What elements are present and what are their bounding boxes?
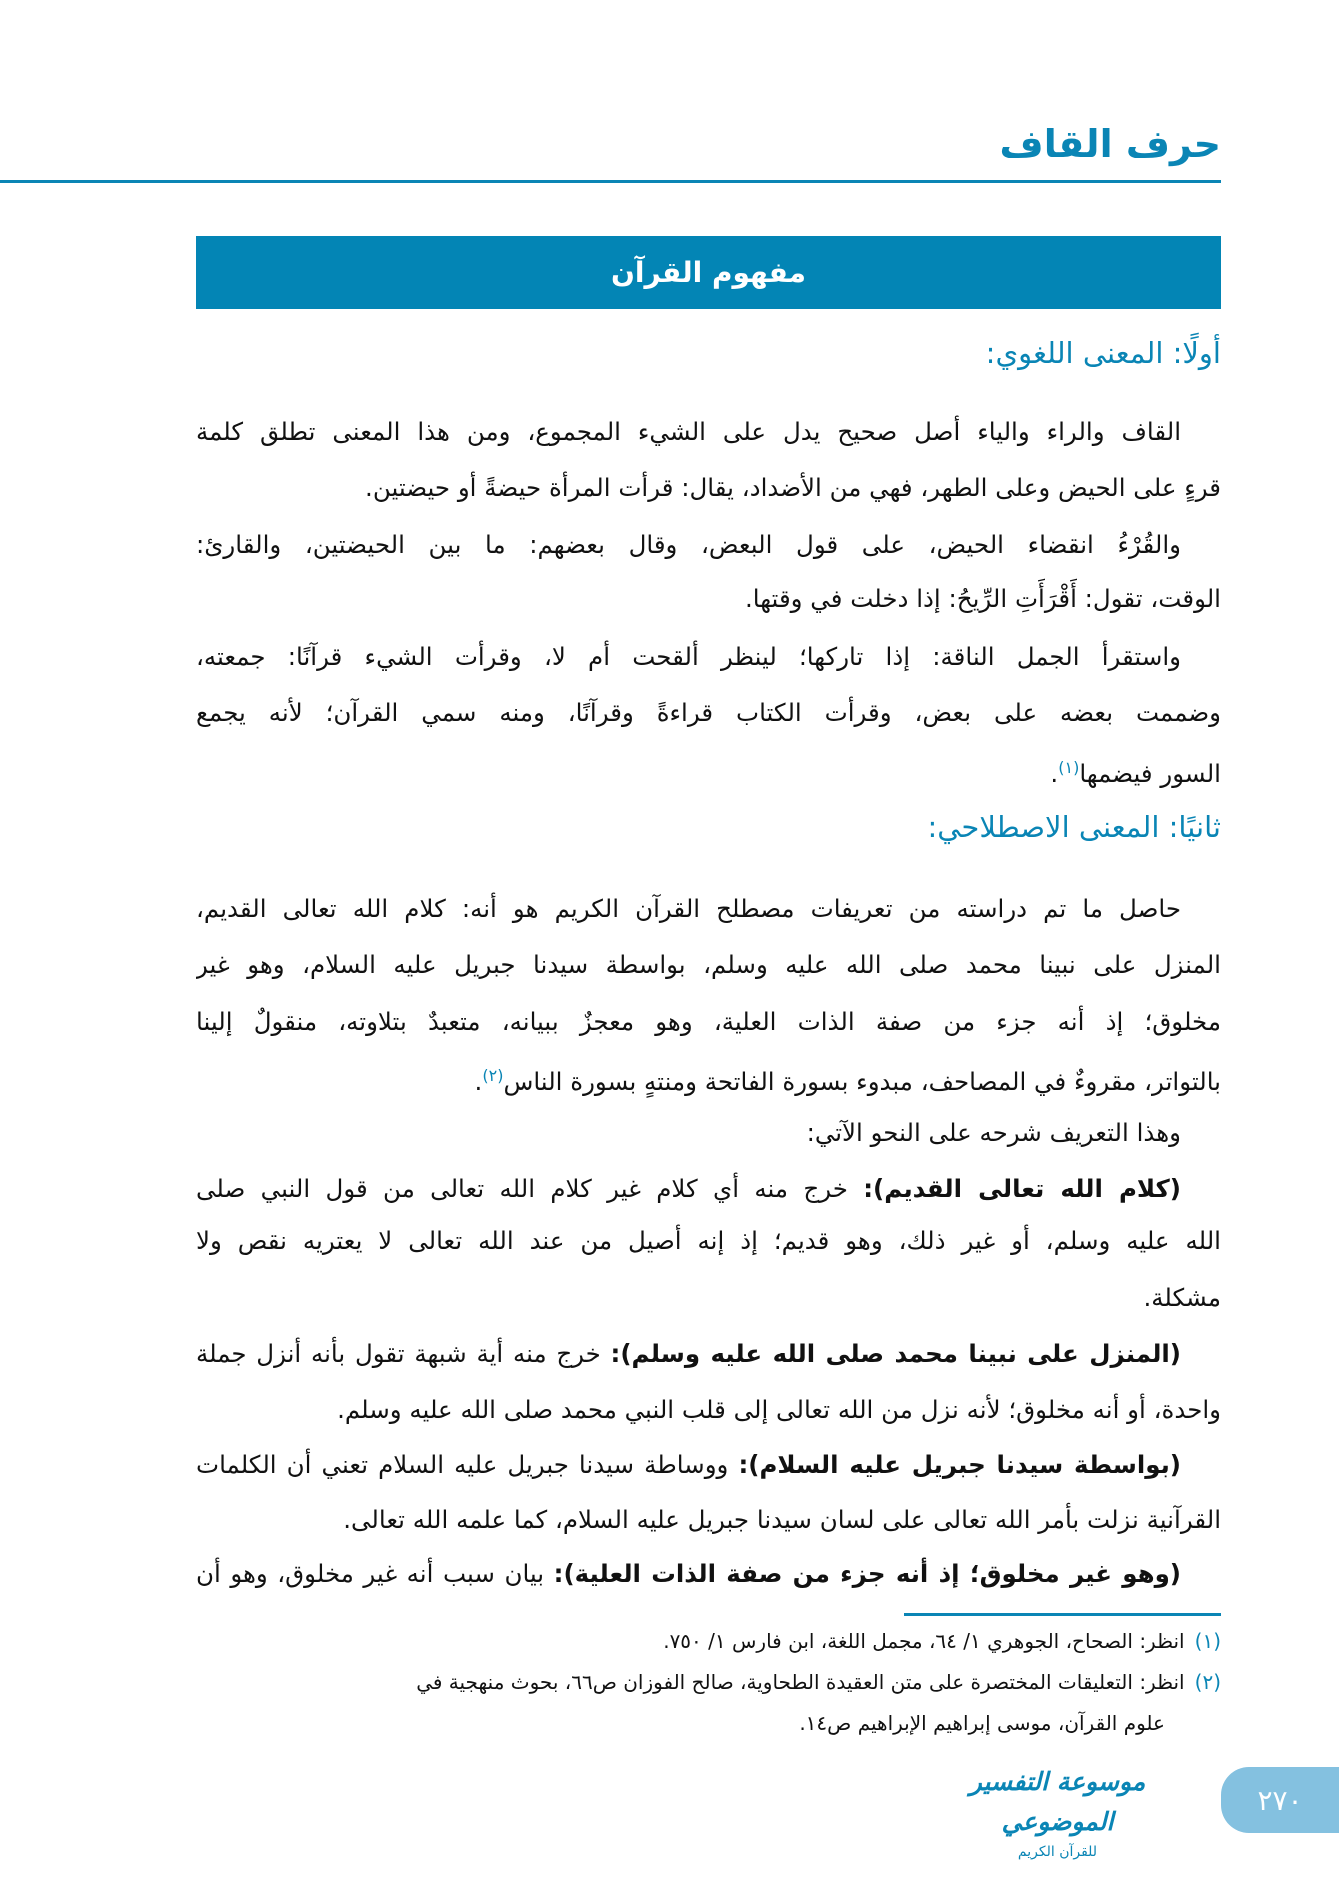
line-text: حاصل ما تم دراسته من تعريفات مصطلح القرآن الكريم هو أنه: كلام الله تعالى القديم،: [196, 894, 1181, 923]
paragraph-line: [196, 1163, 1221, 1215]
line-end: .: [1050, 759, 1059, 789]
line-text: خرج منه أي كلام غير كلام الله تعالى من قول النبي صلى: [196, 1174, 864, 1203]
paragraph-line: [196, 939, 1221, 991]
footnote-reference[interactable]: (٢): [482, 1066, 504, 1085]
line-text: مخلوق؛ إذ أنه جزء من صفة الذات العلية، وهو معجزٌ ببيانه، متعبدٌ بتلاوته، منقولٌ إلينا: [196, 1007, 1221, 1036]
section-banner: [196, 236, 1221, 309]
paragraph-line: [196, 1328, 1221, 1380]
line-text: بيان سبب أنه غير مخلوق، وهو أن: [196, 1559, 554, 1588]
paragraph-line: [196, 631, 1221, 683]
footnote-number: (١): [1194, 1629, 1221, 1653]
paragraph-line: [196, 1384, 1221, 1436]
line-text: خرج منه أية شبهة تقول بأنه أنزل جملة: [196, 1339, 611, 1368]
paragraph-line: [196, 1272, 1221, 1324]
defined-term: (وهو غير مخلوق؛ إذ أنه جزء من صفة الذات العلية):: [553, 1559, 1181, 1588]
defined-term: (المنزل على نبينا محمد صلى الله عليه وسلم):: [610, 1339, 1181, 1368]
paragraph-line: [196, 1494, 1221, 1546]
footnote-reference[interactable]: (١): [1058, 758, 1080, 777]
encyclopedia-logo: [935, 1762, 1180, 1860]
paragraph-line: [196, 883, 1221, 935]
footnote-2: [196, 1662, 1221, 1702]
paragraph-line: [196, 687, 1221, 739]
heading-technical: ثانيًا: المعنى الاصطلاحي:: [927, 810, 1221, 844]
paragraph-line: [196, 996, 1221, 1048]
line-text: بالتواتر، مقروءٌ في المصاحف، مبدوء بسورة الفاتحة ومنتهٍ بسورة الناس: [503, 1067, 1221, 1097]
line-text: السور فيضمها: [1079, 759, 1221, 789]
footnote-text: انظر: الصحاح، الجوهري ١/ ٦٤، مجمل اللغة، ابن فارس ١/ ٧٥٠.: [663, 1629, 1185, 1653]
line-text: ووساطة سيدنا جبريل عليه السلام تعني أن الكلمات: [196, 1450, 739, 1479]
page-number: ٢٧٠: [1221, 1767, 1339, 1833]
line-text: والقُرْءُ انقضاء الحيض، على قول البعض، وقال بعضهم: ما بين الحيضتين، والقارئ:: [196, 530, 1181, 559]
footnote-2-continued: علوم القرآن، موسى إبراهيم الإبراهيم ص١٤.: [799, 1711, 1165, 1735]
line-text: المنزل على نبينا محمد صلى الله عليه وسلم، بواسطة سيدنا جبريل عليه السلام، وهو غير: [196, 950, 1221, 979]
line-end: .: [474, 1067, 483, 1097]
defined-term: (بواسطة سيدنا جبريل عليه السلام):: [738, 1450, 1181, 1479]
heading-linguistic: أولًا: المعنى اللغوي:: [985, 336, 1221, 370]
paragraph-line: [196, 1439, 1221, 1491]
paragraph-line: [196, 519, 1221, 571]
paragraph-line: [196, 573, 1221, 625]
footnote-text: انظر: التعليقات المختصرة على متن العقيدة الطحاوية، صالح الفوزان ص٦٦، بحوث منهجية في: [416, 1670, 1185, 1694]
chapter-title: حرف القاف: [999, 122, 1221, 166]
paragraph-line: [196, 406, 1221, 458]
line-text: الله عليه وسلم، أو غير ذلك، وهو قديم؛ إذ إنه أصيل من عند الله تعالى لا يعتريه نقص ولا: [196, 1226, 1221, 1255]
line-text: القاف والراء والياء أصل صحيح يدل على الشيء المجموع، ومن هذا المعنى تطلق كلمة: [196, 417, 1181, 446]
banner-title: مفهوم القرآن: [611, 256, 806, 289]
line-text: القرآنية نزلت بأمر الله تعالى على لسان سيدنا جبريل عليه السلام، كما علمه الله تعالى.: [343, 1505, 1221, 1534]
paragraph-line: [196, 742, 1221, 794]
logo-subtitle: للقرآن الكريم: [1017, 1844, 1098, 1860]
logo-title: موسوعة التفسير الموضوعي: [969, 1767, 1146, 1836]
paragraph-line: [196, 462, 1221, 514]
paragraph-line: [196, 1107, 1221, 1159]
paragraph-line: [196, 1050, 1221, 1102]
line-text: واحدة، أو أنه مخلوق؛ لأنه نزل من الله تعالى إلى قلب النبي محمد صلى الله عليه وسلم.: [337, 1395, 1221, 1424]
defined-term: (كلام الله تعالى القديم):: [863, 1174, 1181, 1203]
line-text: وضممت بعضه على بعض، وقرأت الكتاب قراءةً وقرآنًا، ومنه سمي القرآن؛ لأنه يجمع: [196, 698, 1221, 727]
footnote-1: [196, 1621, 1221, 1661]
line-text: الوقت، تقول: أَقْرَأَتِ الرِّيحُ: إذا دخلت في وقتها.: [745, 584, 1221, 613]
paragraph-line: [196, 1215, 1221, 1267]
paragraph-line: [196, 1548, 1221, 1600]
line-text: قرءٍ على الحيض وعلى الطهر، فهي من الأضداد، يقال: قرأت المرأة حيضةً أو حيضتين.: [365, 473, 1221, 502]
footnote-number: (٢): [1194, 1670, 1221, 1694]
footnote-rule: [904, 1613, 1221, 1616]
line-text: واستقرأ الجمل الناقة: إذا تاركها؛ لينظر ألقحت أم لا، وقرأت الشيء قرآنًا: جمعته،: [196, 642, 1181, 671]
header-rule: [0, 180, 1221, 183]
line-text: وهذا التعريف شرحه على النحو الآتي:: [806, 1118, 1181, 1147]
line-text: مشكلة.: [1143, 1283, 1221, 1312]
